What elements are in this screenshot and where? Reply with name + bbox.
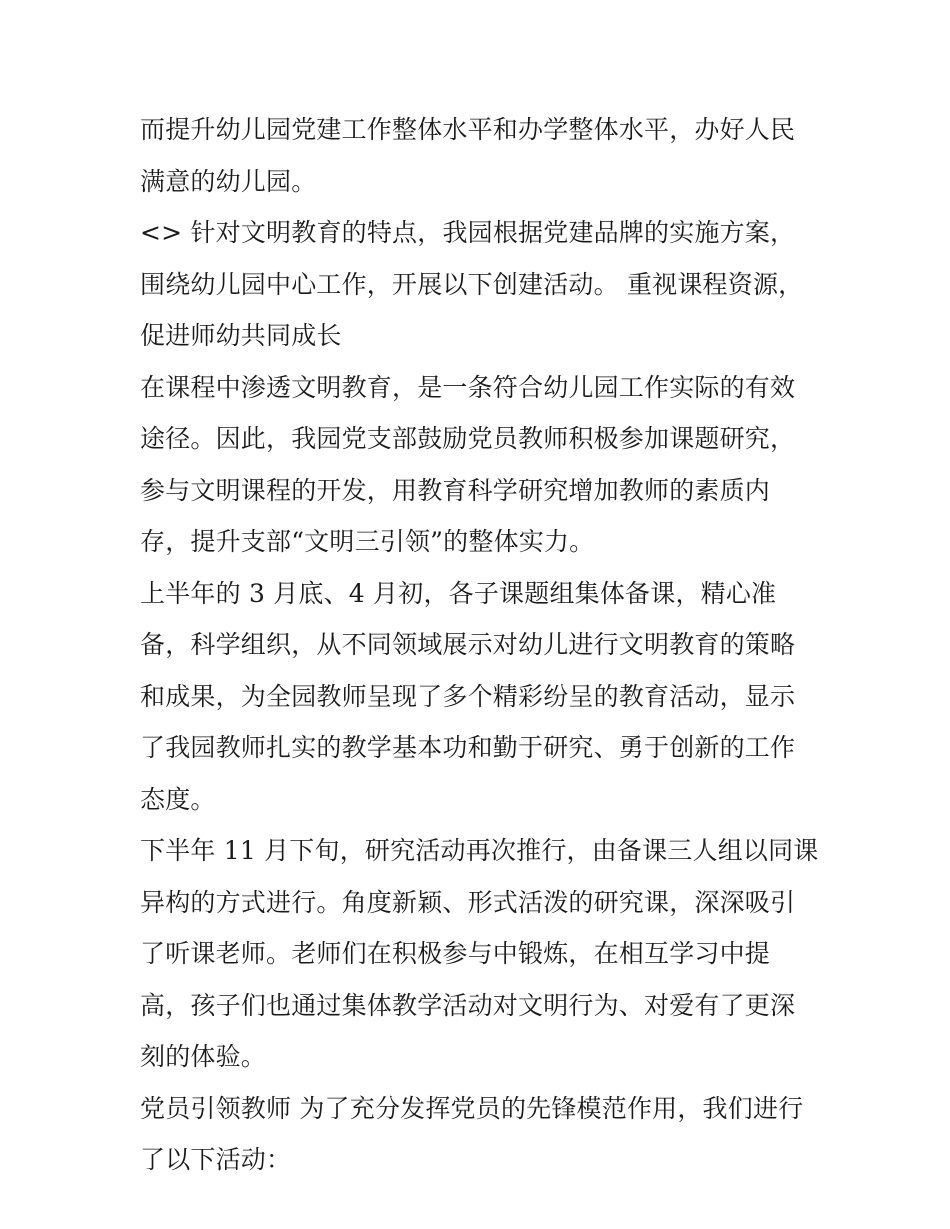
paragraph-5: 下半年 11 月下旬，研究活动再次推行，由备课三人组以同课异构的方式进行。角度新颖、形式活泼的研究课，深深吸引了听课老师。老师们在积极参与中锻炼，在相互学习中提高，孩子们也通过集体教学活动对文明行为、对爱有了更深刻的体验。 [140, 836, 819, 1071]
paragraph-3: 在课程中渗透文明教育，是一条符合幼儿园工作实际的有效途径。因此，我园党支部鼓励党员教师积极参加课题研究，参与文明课程的开发，用教育科学研究增加教师的素质内存，提升支部“文明三引领”的整体实力。 [140, 372, 796, 556]
paragraph-6: 党员引领教师 为了充分发挥党员的先锋模范作用，我们进行了以下活动： [140, 1093, 804, 1174]
document-body [140, 104, 820, 1186]
paragraph-4: 上半年的 3 月底、4 月初，各子课题组集体备课，精心准备，科学组织，从不同领域展示对幼儿进行文明教育的策略和成果，为全园教师呈现了多个精彩纷呈的教育活动，显示了我园教师扎实的教学基本功和勤于研究、勇于创新的工作态度。 [140, 578, 796, 814]
paragraph-1: 而提升幼儿园党建工作整体水平和办学整体水平，办好人民满意的幼儿园。 [140, 115, 796, 196]
paragraph-2: <> 针对文明教育的特点，我园根据党建品牌的实施方案，围绕幼儿园中心工作，开展以下创建活动。 重视课程资源，促进师幼共同成长 [140, 218, 804, 350]
